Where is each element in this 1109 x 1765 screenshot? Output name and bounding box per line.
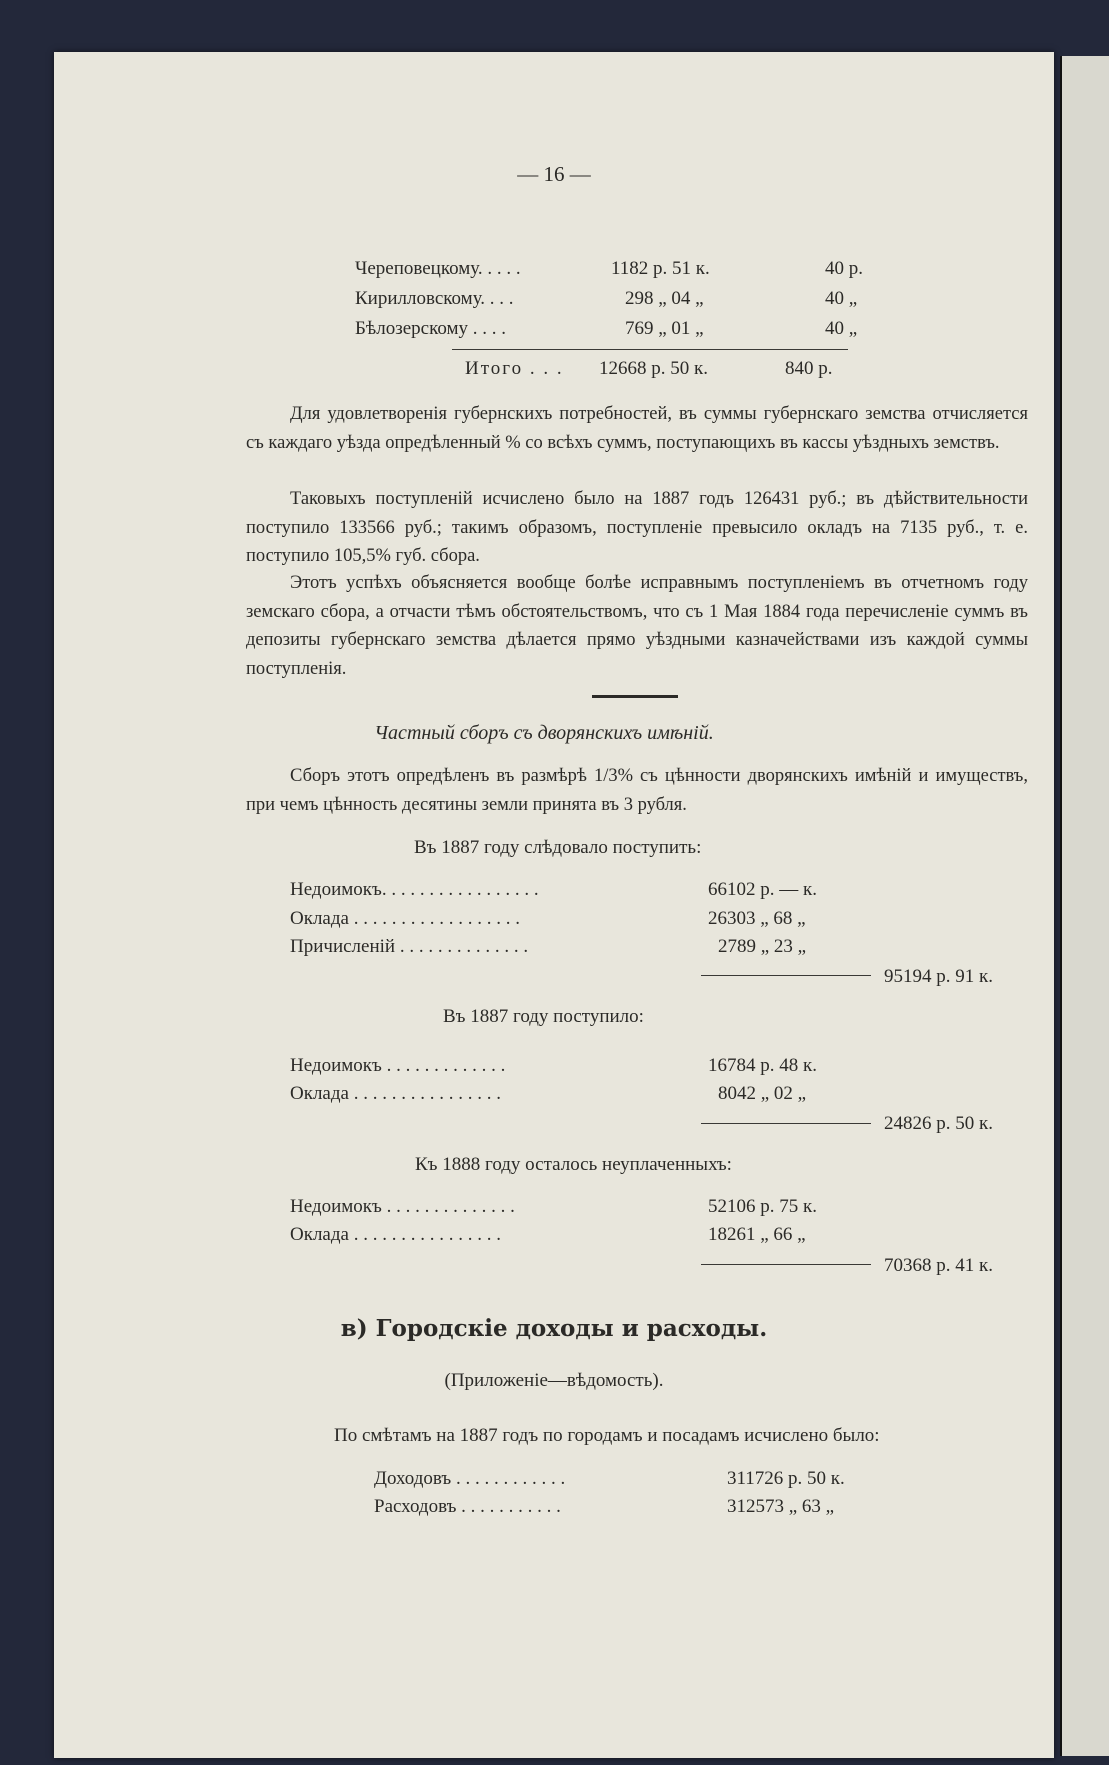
- page-number: — 16 —: [517, 162, 591, 186]
- received-heading: Въ 1887 году поступило:: [443, 1006, 644, 1027]
- section-separator: [592, 695, 678, 698]
- city-intro: По смѣтамъ на 1887 годъ по городамъ и посадамъ исчислено было:: [334, 1425, 880, 1446]
- document-page: — 16 — Череповецкому. . . . . 1182 р. 51 к. 40 р. Кирилловскому. . . . 298 „ 04 „ 40 „ Бѣлозерскому . . . . 769 „ 01 „ 40 „ Итого . . . 12668 р. 50 к. 840 р. Для удовлетворенія губернскихъ потребностей, въ суммы губернскаго земства отчисляется съ каждаго уѣзда опредѣленный % со всѣхъ суммъ, поступающихъ въ кассы уѣздныхъ земствъ. Таковыхъ поступленій исчислено было на 1887 годъ 126431 руб.; въ дѣйствительности поступило 133566 руб.; такимъ образомъ, поступленіе превысило окладъ на 7135 руб., т. е. поступило 105,5% губ. сбора. Этотъ успѣхъ объясняется вообще болѣе исправнымъ поступленіемъ въ отчетномъ году земскаго сбора, а отчасти тѣмъ обстоятельствомъ, что съ 1 Мая 1884 года перечисленіе суммъ въ депозиты губернскаго земства дѣлается прямо уѣздными казначействами изъ каждой суммы поступленія. Частный сборъ съ дворянскихъ имѣній. Сборъ этотъ опредѣленъ въ размѣрѣ 1/3% съ цѣнности дворянскихъ имѣній и имуществъ, при чемъ цѣнность десятины земли принята въ 3 рубля. Въ 1887 году слѣдовало поступить: Недоимокъ. . . . . . . . . . . . . . . . . 66102 р. — к. Оклада . . . . . . . . . . . . . . . . . . 26303 „ 68 „ Причисленій . . . . . . . . . . . . . . 2789 „ 23 „ 95194 р. 91 к. Въ 1887 году поступило: Недоимокъ . . . . . . . . . . . . . 16784 р. 48 к. Оклада . . . . . . . . . . . . . . . . 8042 „ 02 „ 24826 р. 50 к. Къ 1888 году осталось неуплаченныхъ: Недоимокъ . . . . . . . . . . . . . . 52106 р. 75 к. Оклада . . . . . . . . . . . . . . . . 18261 „ 66 „ 70368 р. 41 к. в) Городскіе доходы и расходы. (Приложеніе—вѣдомость). По смѣтамъ на 1887 годъ по городамъ и посадамъ исчислено было: Доходовъ . . . . . . . . . . . . 311726 р. 50 к. Расходовъ . . . . . . . . . . . 312573 „ 63 „: [54, 52, 1054, 1758]
- paragraph-2: Таковыхъ поступленій исчислено было на 1887 годъ 126431 руб.; въ дѣйствительности поступило 133566 руб.; такимъ образомъ, поступленіе превысило окладъ на 7135 руб., т. е. поступило 105,5% губ. сбора.: [246, 489, 1028, 566]
- unpaid-heading: Къ 1888 году осталось неуплаченныхъ:: [415, 1154, 732, 1175]
- received-total: 24826 р. 50 к.: [884, 1113, 993, 1134]
- adjacent-page-edge: [1060, 56, 1109, 1756]
- paragraph-1: Для удовлетворенія губернскихъ потребностей, въ суммы губернскаго земства отчисляется съ каждаго уѣзда опредѣленный % со всѣхъ суммъ, поступающихъ въ кассы уѣздныхъ земствъ.: [246, 404, 1028, 453]
- subtotal-divider: [701, 975, 871, 976]
- due-total: 95194 р. 91 к.: [884, 966, 993, 987]
- paragraph-private: Сборъ этотъ опредѣленъ въ размѣрѣ 1/3% съ цѣнности дворянскихъ имѣній и имуществъ, при чемъ цѣнность десятины земли принята въ 3 рубля.: [246, 766, 1028, 815]
- due-heading: Въ 1887 году слѣдовало поступить:: [414, 837, 702, 858]
- subtotal-divider: [701, 1264, 871, 1265]
- section-heading-city: в) Городскіе доходы и расходы.: [340, 1315, 768, 1342]
- unpaid-total: 70368 р. 41 к.: [884, 1255, 993, 1276]
- section-heading-private: Частный сборъ съ дворянскихъ имѣній.: [374, 722, 714, 744]
- section-subheading-city: (Приложеніе—вѣдомость).: [444, 1370, 664, 1391]
- subtotal-divider: [701, 1123, 871, 1124]
- total-divider: [452, 349, 848, 350]
- paragraph-3: Этотъ успѣхъ объясняется вообще болѣе исправнымъ поступленіемъ въ отчетномъ году земскаго сбора, а отчасти тѣмъ обстоятельствомъ, что съ 1 Мая 1884 года перечисленіе суммъ въ депозиты губернскаго земства дѣлается прямо уѣздными казначействами изъ каждой суммы поступленія.: [246, 573, 1028, 679]
